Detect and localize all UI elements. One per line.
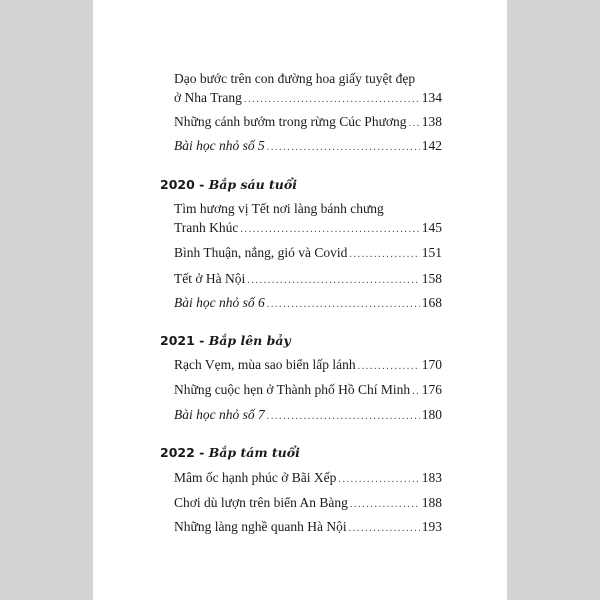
toc-entry-title: Chơi dù lượn trên biển An Bàng (174, 495, 348, 510)
leader-dots (349, 521, 420, 537)
leader-dots (244, 92, 420, 108)
toc-entry-lesson (174, 138, 442, 154)
toc-page-number: 176 (421, 382, 442, 397)
toc-page-number: 142 (421, 138, 442, 153)
toc-page-number: 193 (421, 519, 442, 534)
toc-page-number: 188 (421, 495, 442, 510)
section-heading (160, 177, 297, 193)
section-title: Bắp sáu tuổi (208, 177, 297, 192)
toc-entry (174, 357, 442, 373)
toc-entry (174, 470, 442, 486)
toc-page-number: 145 (421, 220, 442, 235)
leader-dots (409, 116, 420, 132)
toc-page-number: 183 (421, 470, 442, 485)
section-heading (160, 445, 300, 461)
toc-entry (174, 382, 442, 398)
leader-dots (349, 247, 419, 263)
leader-dots (338, 472, 419, 488)
leader-dots (267, 140, 420, 156)
toc-entry-lesson (174, 295, 442, 311)
leader-dots (247, 273, 420, 289)
toc-entry-title-line1: Tìm hương vị Tết nơi làng bánh chưng (174, 201, 384, 216)
leader-dots (240, 222, 419, 238)
leader-dots (412, 384, 420, 400)
toc-entry-lesson (174, 407, 442, 423)
section-year: 2021 - (160, 333, 209, 348)
toc-entry-title: Bài học nhỏ số 5 (174, 138, 265, 153)
toc-page-number: 170 (421, 357, 442, 372)
toc-entry-title: Những cuộc hẹn ở Thành phố Hồ Chí Minh (174, 382, 411, 397)
toc-entry (174, 495, 442, 511)
toc-entry-title: Bài học nhỏ số 7 (174, 407, 265, 422)
leader-dots (358, 359, 420, 375)
toc-page-number: 134 (421, 90, 442, 105)
toc-entry (174, 114, 442, 130)
toc-page-number: 138 (421, 114, 442, 129)
toc-entry-title: Tranh Khúc (174, 220, 239, 235)
toc-entry-title: Tết ở Hà Nội (174, 271, 246, 286)
toc-entry-title: Bài học nhỏ số 6 (174, 295, 265, 310)
toc-entry-title: Bình Thuận, nắng, gió và Covid (174, 245, 348, 260)
toc-entry (174, 245, 442, 261)
toc-page-number: 151 (421, 245, 442, 260)
toc-entry-title: Mâm ốc hạnh phúc ở Bãi Xếp (174, 470, 337, 485)
toc-entry-title: Những cánh bướm trong rừng Cúc Phương (174, 114, 407, 129)
toc-entry-title: ở Nha Trang (174, 90, 242, 105)
toc-entry (174, 71, 442, 107)
section-title: Bắp tám tuổi (208, 445, 300, 460)
section-year: 2022 - (160, 445, 209, 460)
toc-entry (174, 519, 442, 535)
leader-dots (350, 497, 420, 513)
toc-entry (174, 271, 442, 287)
toc-page-number: 158 (421, 271, 442, 286)
section-title: Bắp lên bảy (208, 333, 291, 348)
toc-entry-title: Những làng nghề quanh Hà Nội (174, 519, 347, 534)
leader-dots (267, 297, 420, 313)
toc-page-number: 180 (421, 407, 442, 422)
toc-page-number: 168 (421, 295, 442, 310)
toc-entry (174, 201, 442, 237)
toc-entry-title-line1: Dạo bước trên con đường hoa giấy tuyệt đẹp (174, 71, 416, 86)
section-year: 2020 - (160, 177, 209, 192)
toc-entry-title: Rạch Vẹm, mùa sao biển lấp lánh (174, 357, 356, 372)
section-heading (160, 333, 291, 349)
leader-dots (267, 409, 420, 425)
